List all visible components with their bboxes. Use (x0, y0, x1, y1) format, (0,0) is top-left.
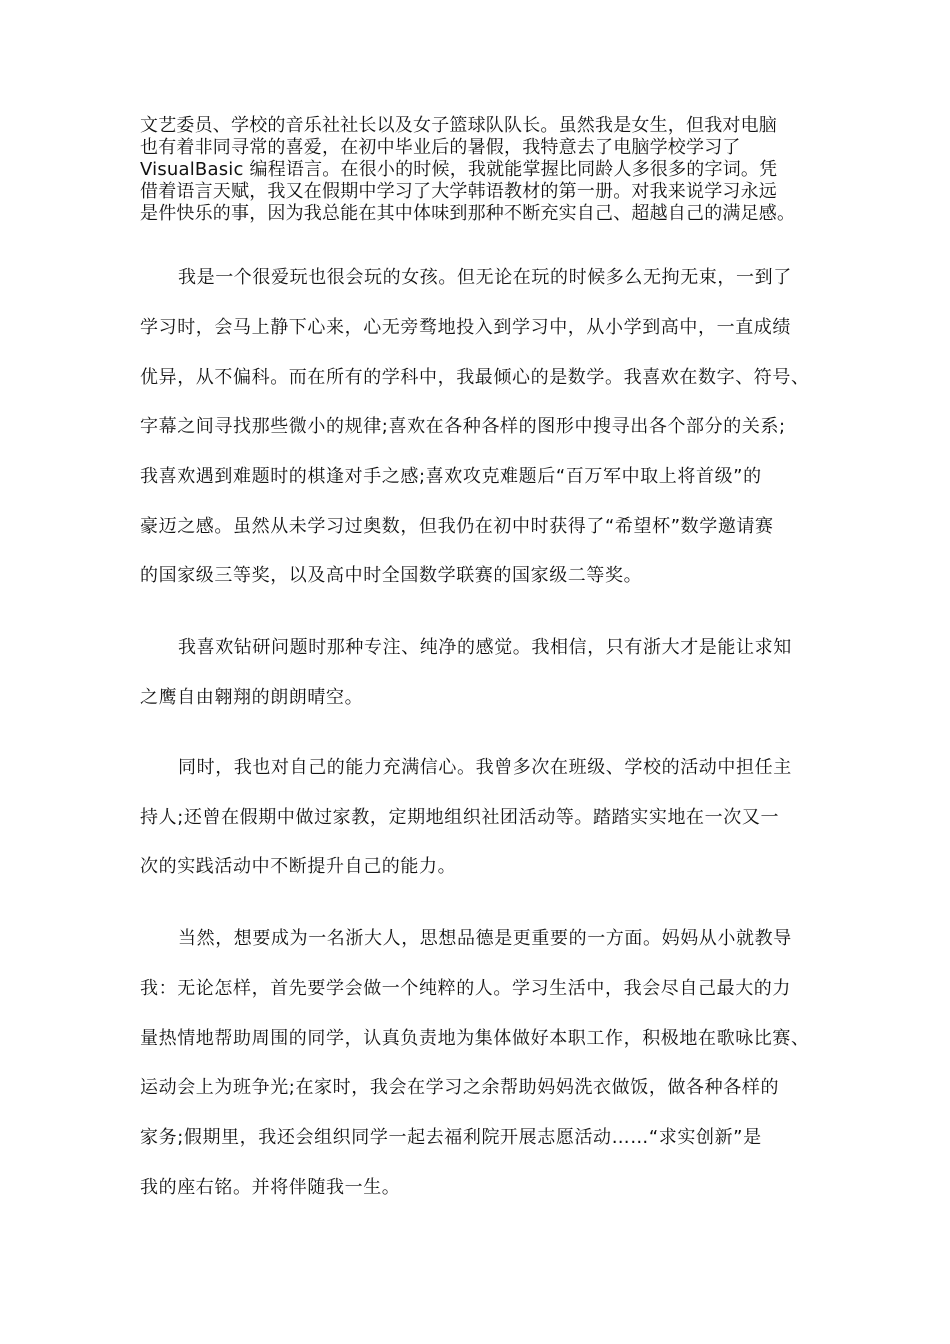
paragraph-line: 当然，想要成为一名浙大人，思想品德是更重要的一方面。妈妈从小就教导 (178, 928, 792, 949)
paragraph-line: 的国家级三等奖，以及高中时全国数学联赛的国家级二等奖。 (140, 565, 643, 586)
paragraph-line: 我喜欢钻研问题时那种专注、纯净的感觉。我相信，只有浙大才是能让求知 (178, 637, 792, 658)
intro-line: 文艺委员、学校的音乐社社长以及女子篮球队队长。虽然我是女生，但我对电脑 (140, 115, 777, 136)
paragraph-line: 我是一个很爱玩也很会玩的女孩。但无论在玩的时候多么无拘无束，一到了 (178, 267, 792, 288)
paragraph-line: 优异，从不偏科。而在所有的学科中，我最倾心的是数学。我喜欢在数字、符号、 (140, 367, 810, 388)
paragraph-line: 我的座右铭。并将伴随我一生。 (140, 1177, 401, 1198)
paragraph-line: 我：无论怎样，首先要学会做一个纯粹的人。学习生活中，我会尽自己最大的力 (140, 978, 791, 999)
intro-line: VisualBasic 编程语言。在很小的时候，我就能掌握比同龄人多很多的字词。凭 (140, 159, 778, 180)
intro-line: 借着语言天赋，我又在假期中学习了大学韩语教材的第一册。对我来说学习永远 (140, 181, 777, 202)
intro-line: 是件快乐的事，因为我总能在其中体味到那种不断充实自己、超越自己的满足感。 (140, 203, 796, 224)
paragraph-line: 同时，我也对自己的能力充满信心。我曾多次在班级、学校的活动中担任主 (178, 757, 792, 778)
paragraph-line: 家务;假期里，我还会组织同学一起去福利院开展志愿活动……“求实创新”是 (140, 1127, 762, 1148)
paragraph-line: 字幕之间寻找那些微小的规律;喜欢在各种各样的图形中搜寻出各个部分的关系; (140, 416, 786, 437)
paragraph-line: 次的实践活动中不断提升自己的能力。 (140, 856, 457, 877)
paragraph-line: 运动会上为班争光;在家时，我会在学习之余帮助妈妈洗衣做饭，做各种各样的 (140, 1077, 780, 1098)
intro-line: 也有着非同寻常的喜爱，在初中毕业后的暑假，我特意去了电脑学校学习了 (140, 137, 741, 158)
paragraph-line: 量热情地帮助周围的同学，认真负责地为集体做好本职工作，积极地在歌咏比赛、 (140, 1028, 810, 1049)
paragraph-line: 持人;还曾在假期中做过家教，定期地组织社团活动等。踏踏实实地在一次又一 (140, 807, 780, 828)
paragraph-line: 我喜欢遇到难题时的棋逢对手之感;喜欢攻克难题后“百万军中取上将首级”的 (140, 466, 762, 487)
paragraph-line: 豪迈之感。虽然从未学习过奥数，但我仍在初中时获得了“希望杯”数学邀请赛 (140, 516, 774, 537)
paragraph-line: 之鹰自由翱翔的朗朗晴空。 (140, 687, 364, 708)
paragraph-line: 学习时，会马上静下心来，心无旁骛地投入到学习中，从小学到高中，一直成绩 (140, 317, 791, 338)
